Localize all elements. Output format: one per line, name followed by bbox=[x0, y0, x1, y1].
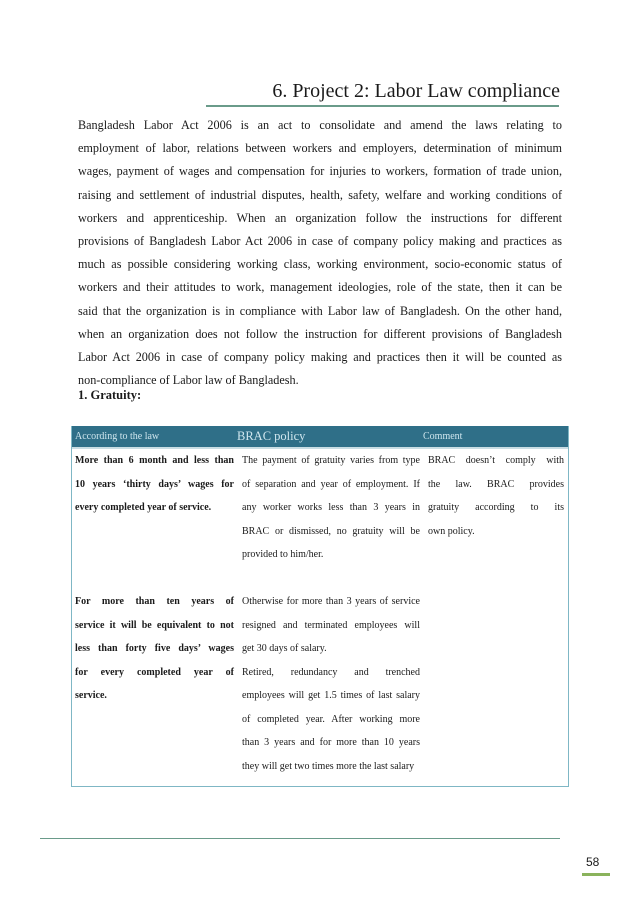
intro-paragraph bbox=[78, 114, 562, 392]
gratuity-table bbox=[71, 426, 569, 787]
gratuity-section-title: 1. Gratuity: bbox=[78, 388, 142, 402]
policy-line: Retired, redundancy and trenched bbox=[242, 666, 420, 678]
comment-cell bbox=[426, 449, 568, 778]
paragraph-line: Bangladesh Labor Act 2006 is an act to consolidate and amend the laws relating to bbox=[78, 118, 562, 132]
paragraph-line: when an organization does not follow the instruction for different provisions of Bangladesh bbox=[78, 326, 562, 341]
header-law: According to the law bbox=[75, 431, 160, 442]
policy-line: Otherwise for more than 3 years of service bbox=[242, 596, 420, 607]
law-line: For more than ten years of bbox=[75, 596, 234, 607]
paragraph-line: workers and their attitudes to work, management ideologies, role of the state, then it can be bbox=[78, 280, 562, 295]
spacer bbox=[75, 543, 234, 567]
paragraph-line: raising and settlement of industrial disputes, health, safety, welfare and working conditions of bbox=[78, 187, 562, 202]
header-comment: Comment bbox=[423, 431, 463, 442]
policy-line: they will get two times more the last salary bbox=[242, 760, 415, 772]
paragraph-line: non-compliance of Labor law of Bangladesh. bbox=[78, 373, 299, 388]
law-line: 10 years ‘thirty days’ wages for bbox=[75, 478, 234, 490]
law-line: every completed year of service. bbox=[75, 502, 212, 513]
policy-line: The payment of gratuity varies from type bbox=[242, 455, 420, 466]
law-cell bbox=[72, 449, 240, 778]
heading-underline bbox=[206, 105, 559, 107]
page-number-underline bbox=[582, 873, 610, 876]
law-line: service it will be equivalent to not bbox=[75, 619, 234, 631]
policy-line: resigned and terminated employees will bbox=[242, 619, 420, 631]
policy-line: provided to him/her. bbox=[242, 549, 324, 560]
policy-line: employees will get 1.5 times of last salary bbox=[242, 690, 420, 701]
table-header-row bbox=[72, 426, 568, 447]
law-line: less than forty five days’ wages bbox=[75, 643, 234, 654]
policy-line: than 3 years and for more than 10 years bbox=[242, 737, 420, 748]
spacer bbox=[75, 567, 234, 591]
law-line: More than 6 month and less than bbox=[75, 455, 234, 466]
policy-line: of separation and year of employment. If bbox=[242, 478, 420, 490]
paragraph-line: wages, payment of wages and compensation for injuries to workers, formation of trade union, bbox=[78, 164, 562, 179]
header-brac-policy: BRAC policy bbox=[237, 429, 306, 443]
page-number: 58 bbox=[586, 855, 600, 869]
table-row bbox=[72, 449, 568, 786]
comment-line: own policy. bbox=[428, 525, 475, 537]
paragraph-line: Labor Act 2006 in case of company policy making and practices then it will be counted as bbox=[78, 350, 562, 365]
policy-line: any worker works less than 3 years in bbox=[242, 502, 420, 513]
spacer bbox=[242, 567, 420, 591]
brac-policy-cell bbox=[240, 449, 426, 778]
paragraph-line: employment of labor, relations between workers and employers, determination of minimum bbox=[78, 141, 562, 156]
comment-line: gratuity according to its bbox=[428, 502, 564, 513]
section-heading: 6. Project 2: Labor Law compliance bbox=[272, 80, 560, 102]
paragraph-line: much as possible considering working class, working environment, socio-economic status of bbox=[78, 257, 562, 272]
policy-line: of completed year. After working more bbox=[242, 713, 420, 725]
paragraph-line: provisions of Bangladesh Labor Act 2006 in case of company policy making and practices as bbox=[78, 234, 562, 249]
policy-line: get 30 days of salary. bbox=[242, 643, 327, 654]
law-line: service. bbox=[75, 690, 107, 701]
paragraph-line: said that the organization is in compliance with Labor law of Bangladesh. On the other hand, bbox=[78, 303, 562, 318]
paragraph-line: workers and apprenticeship. When an organization follow the instructions for different bbox=[78, 210, 562, 225]
comment-line: BRAC doesn’t comply with bbox=[428, 455, 564, 466]
law-line: for every completed year of bbox=[75, 666, 234, 678]
policy-line: BRAC or dismissed, no gratuity will be bbox=[242, 525, 420, 537]
comment-line: the law. BRAC provides bbox=[428, 478, 564, 490]
footer-divider bbox=[40, 838, 560, 839]
spacer bbox=[75, 520, 234, 544]
